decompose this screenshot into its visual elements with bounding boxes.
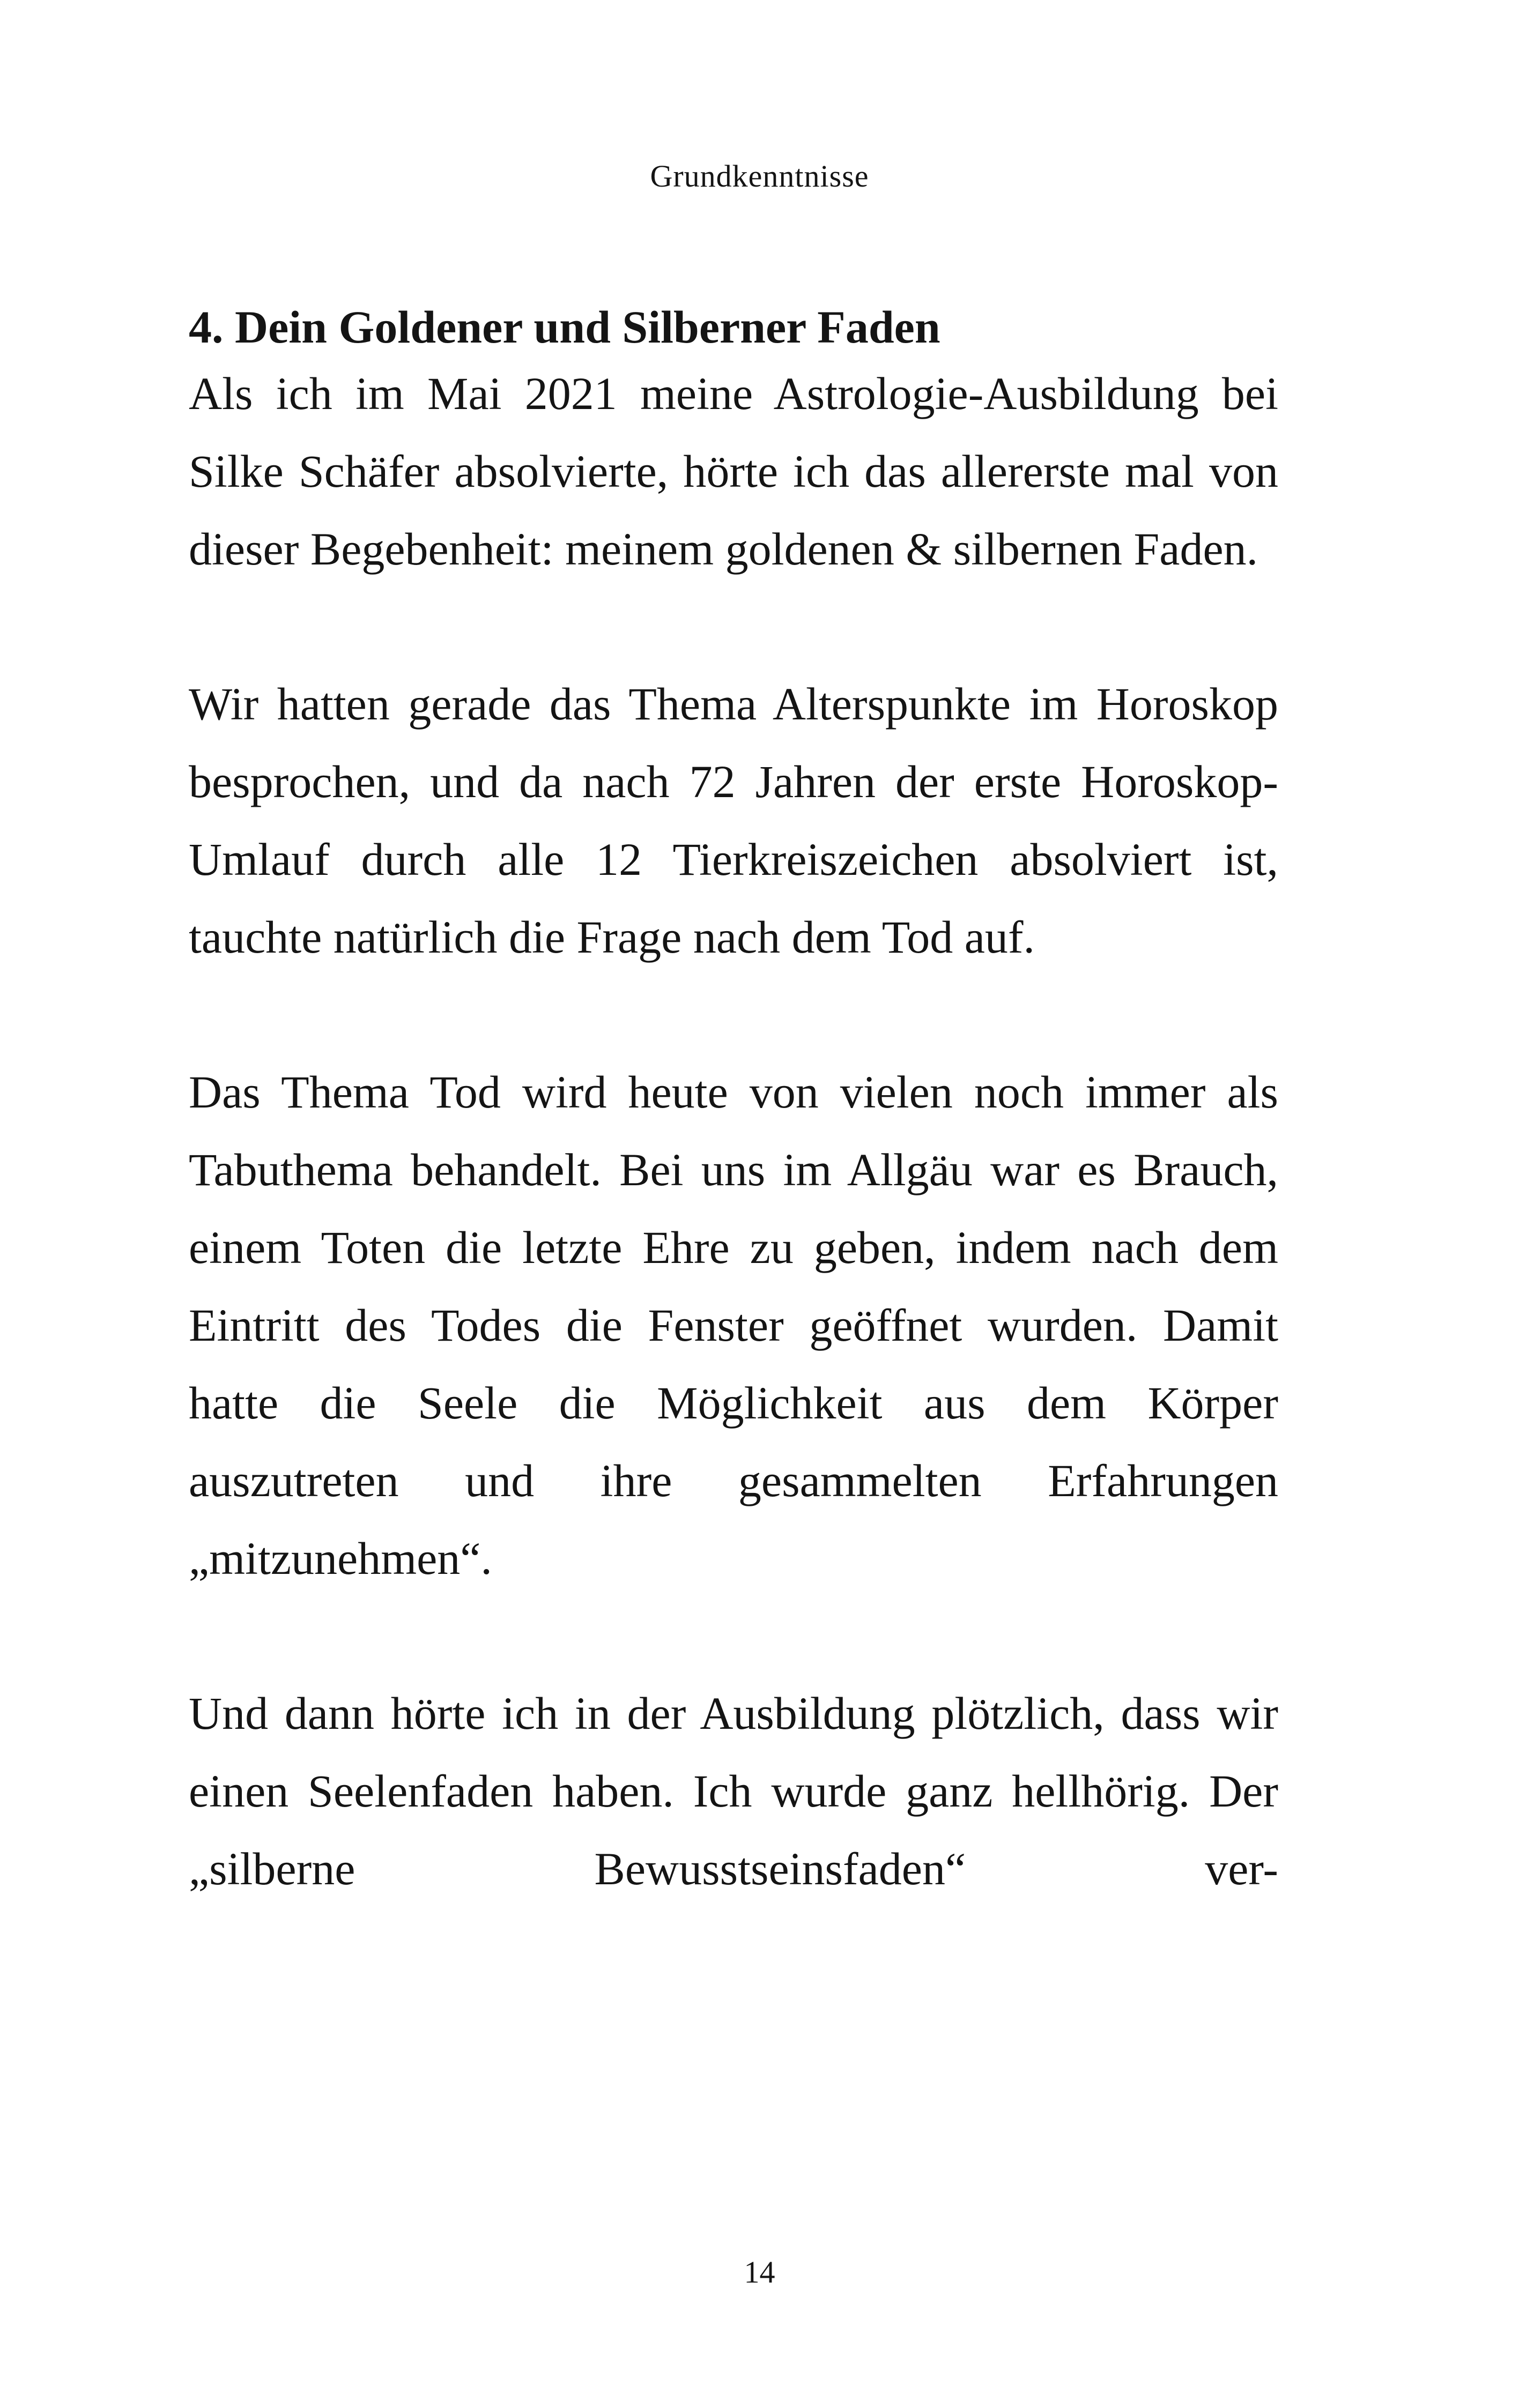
running-head: Grundkenntnisse (650, 159, 869, 194)
page-body (189, 300, 1278, 1985)
paragraph-3: Das Thema Tod wird heute von vielen noch immer als Tabuthema behandelt. Bei uns im Allgäu war es Brauch, einem Toten die letzte Ehre zu geben, indem nach dem Eintritt des Todes die Fenster geöffnet wurden. Damit hatte die Seele die Möglichkeit aus dem Körper auszutreten und ihre gesammelten Erfahrungen „mitzunehmen“. (189, 1066, 1278, 1584)
paragraph-4: Und dann hörte ich in der Ausbildung plötzlich, dass wir einen Seelenfaden haben. Ich wurde ganz hellhörig. Der „silberne Bewusstseinsfaden“ ver- (189, 1688, 1278, 1894)
page-number: 14 (744, 2255, 775, 2290)
paragraph-1: Als ich im Mai 2021 meine Astrologie-Ausbildung bei Silke Schäfer absolvierte, hörte ich das allererste mal von dieser Begebenheit: meinem goldenen & silbernen Faden. (189, 368, 1278, 575)
section-heading: 4. Dein Goldener und Silberner Faden (189, 301, 940, 353)
paragraph-2: Wir hatten gerade das Thema Alterspunkte im Horoskop besprochen, und da nach 72 Jahren der erste Horoskop-Umlauf durch alle 12 Tierkreiszeichen absolviert ist, tauchte natürlich die Frage nach dem Tod auf. (189, 678, 1278, 963)
